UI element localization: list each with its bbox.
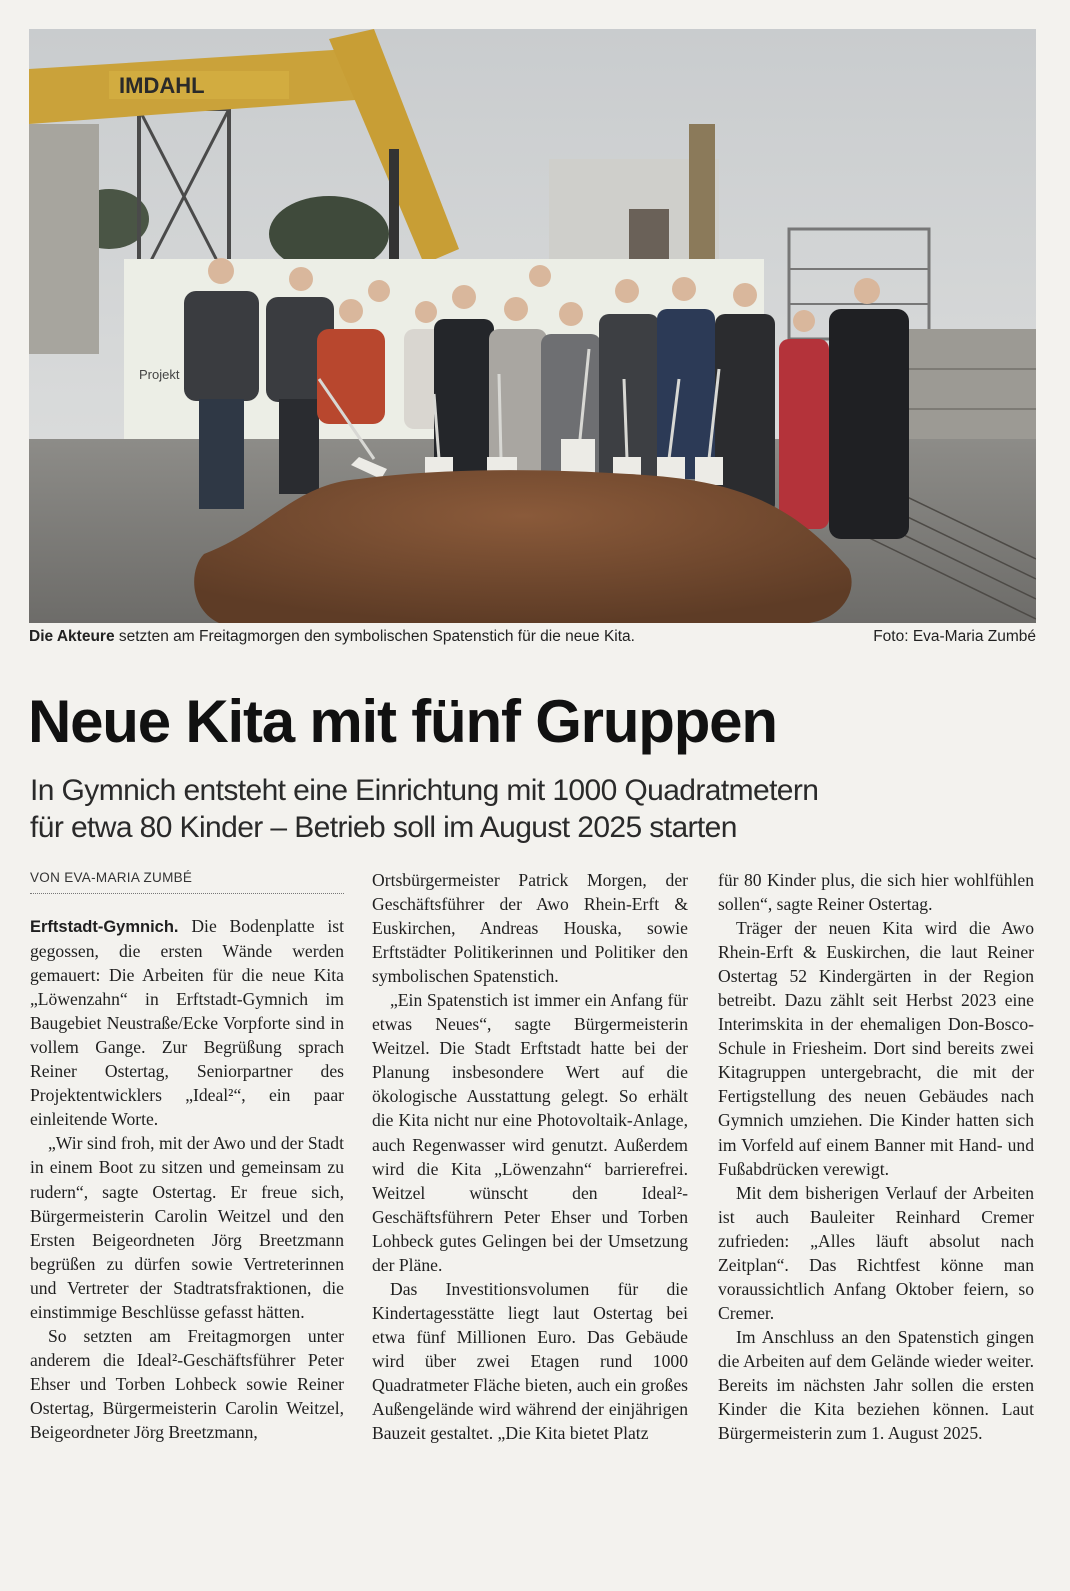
caption-lead: Die Akteure — [29, 628, 115, 645]
headline: Neue Kita mit fünf Gruppen — [28, 688, 777, 755]
article-photo — [29, 29, 1036, 623]
subheadline-line-1: In Gymnich entsteht eine Einrichtung mit 1000 Quadratmetern — [30, 774, 819, 807]
photo-caption — [29, 628, 1036, 646]
article-column-1 — [30, 914, 344, 1444]
groundbreaking-photo — [29, 29, 1036, 623]
article-paragraph: Ortsbürgermeister Patrick Morgen, der Geschäftsführer der Awo Rhein-Erft & Euskirchen, Andreas Houska, sowie Erftstädter Politikerinnen und Politiker den symbolischen Spatenstich. — [372, 870, 688, 987]
article-paragraph: Das Investitionsvolumen für die Kindertagesstätte liegt laut Ostertag bei etwa fünf Millionen Euro. Das Gebäude wird über zwei Etagen rund 1000 Quadratmeter Fläche bieten, auch ein großes Außengelände wird während der einjährigen Bauzeit gestaltet. „Die Kita bietet Platz — [372, 1278, 688, 1444]
article-paragraph: So setzten am Freitagmorgen unter anderem die Ideal²-Geschäftsführer Peter Ehser und Torben Lohbeck sowie Reiner Ostertag, Bürgermeisterin Carolin Weitzel, Beigeordneter Jörg Breetzmann, — [30, 1325, 344, 1442]
subheadline — [30, 772, 1030, 846]
article-paragraph: Im Anschluss an den Spatenstich gingen die Arbeiten auf dem Gelände wieder weiter. Bereits im nächsten Jahr sollen die ersten Kinder die Kita beziehen können. Laut Bürgermeisterin zum 1. August 2025. — [718, 1326, 1034, 1444]
byline: VON EVA-MARIA ZUMBÉ — [30, 870, 344, 894]
article-paragraph — [30, 914, 344, 1131]
caption-body: setzten am Freitagmorgen den symbolischen Spatenstich für die neue Kita. — [114, 628, 635, 645]
dateline: Erftstadt-Gymnich. — [30, 918, 179, 936]
article-paragraph: „Ein Spatenstich ist immer ein Anfang für etwas Neues“, sagte Bürgermeisterin Weitzel. Die Stadt Erftstadt hatte bei der Planung insbesondere Wert auf die ökologische Ausstattung gelegt. So erhält die Kita nicht nur eine Photovoltaik-Anlage, auch Regenwasser wird genutzt. Außerdem wird die Kita „Löwenzahn“ barrierefrei. Weitzel wünscht den Ideal²-Geschäftsführern Peter Ehser und Torben Lohbeck gutes Gelingen bei der Umsetzung der Pläne. — [372, 990, 688, 1275]
article-column-2 — [372, 868, 688, 1445]
article-column-3 — [718, 868, 1034, 1445]
machine-brand-text: IMDAHL — [119, 73, 205, 98]
article-paragraph: Träger der neuen Kita wird die Awo Rhein-Erft & Euskirchen, die laut Reiner Ostertag 52 Kindergärten in der Region betreibt. Dazu zählt seit Herbst 2023 eine Interimskita in der ehemaligen Don-Bosco-Schule in Friesheim. Dort sind bereits zwei Kitagruppen untergebracht, die mit der Fertigstellung des neuen Gebäudes nach Gymnich umziehen. Die Kinder hatten sich im Vorfeld auf einem Banner mit Hand- und Fußabdrücken verewigt. — [718, 918, 1034, 1179]
article-paragraph: „Wir sind froh, mit der Awo und der Stadt in einem Boot zu sitzen und gemeinsam zu rudern“, sagte Ostertag. Er freue sich, Bürgermeisterin Carolin Weitzel und den Ersten Beigeordneten Jörg Breetzmann begrüßen zu dürfen sowie Vertreterinnen und Vertreter der Stadtratsfraktionen, die einstimmige Beschlüsse gefasst hätten. — [30, 1133, 344, 1322]
article-paragraph: für 80 Kinder plus, die sich hier wohlfühlen sollen“, sagte Reiner Ostertag. — [718, 870, 1034, 915]
paragraph-text: Die Bodenplatte ist gegossen, die ersten Wände werden gemauert: Die Arbeiten für die neue Kita „Löwenzahn“ in Erftstadt-Gymnich im Baugebiet Neustraße/Ecke Vorpforte sind in vollem Gange. Zur Begrüßung sprach Reiner Ostertag, Seniorpartner des Projektentwicklers „Ideal²“, ein paar einleitende Worte. — [30, 916, 344, 1130]
subheadline-line-2: für etwa 80 Kinder – Betrieb soll im August 2025 starten — [30, 811, 737, 844]
caption-text — [29, 628, 635, 646]
article-paragraph: Mit dem bisherigen Verlauf der Arbeiten ist auch Bauleiter Reinhard Cremer zufrieden: „Alles läuft absolut nach Zeitplan“. Das Richtfest könne man voraussichtlich Anfang Oktober feiern, so Cremer. — [718, 1182, 1034, 1323]
photo-credit: Foto: Eva-Maria Zumbé — [873, 628, 1036, 645]
banner-text: Projekt — [139, 367, 180, 382]
